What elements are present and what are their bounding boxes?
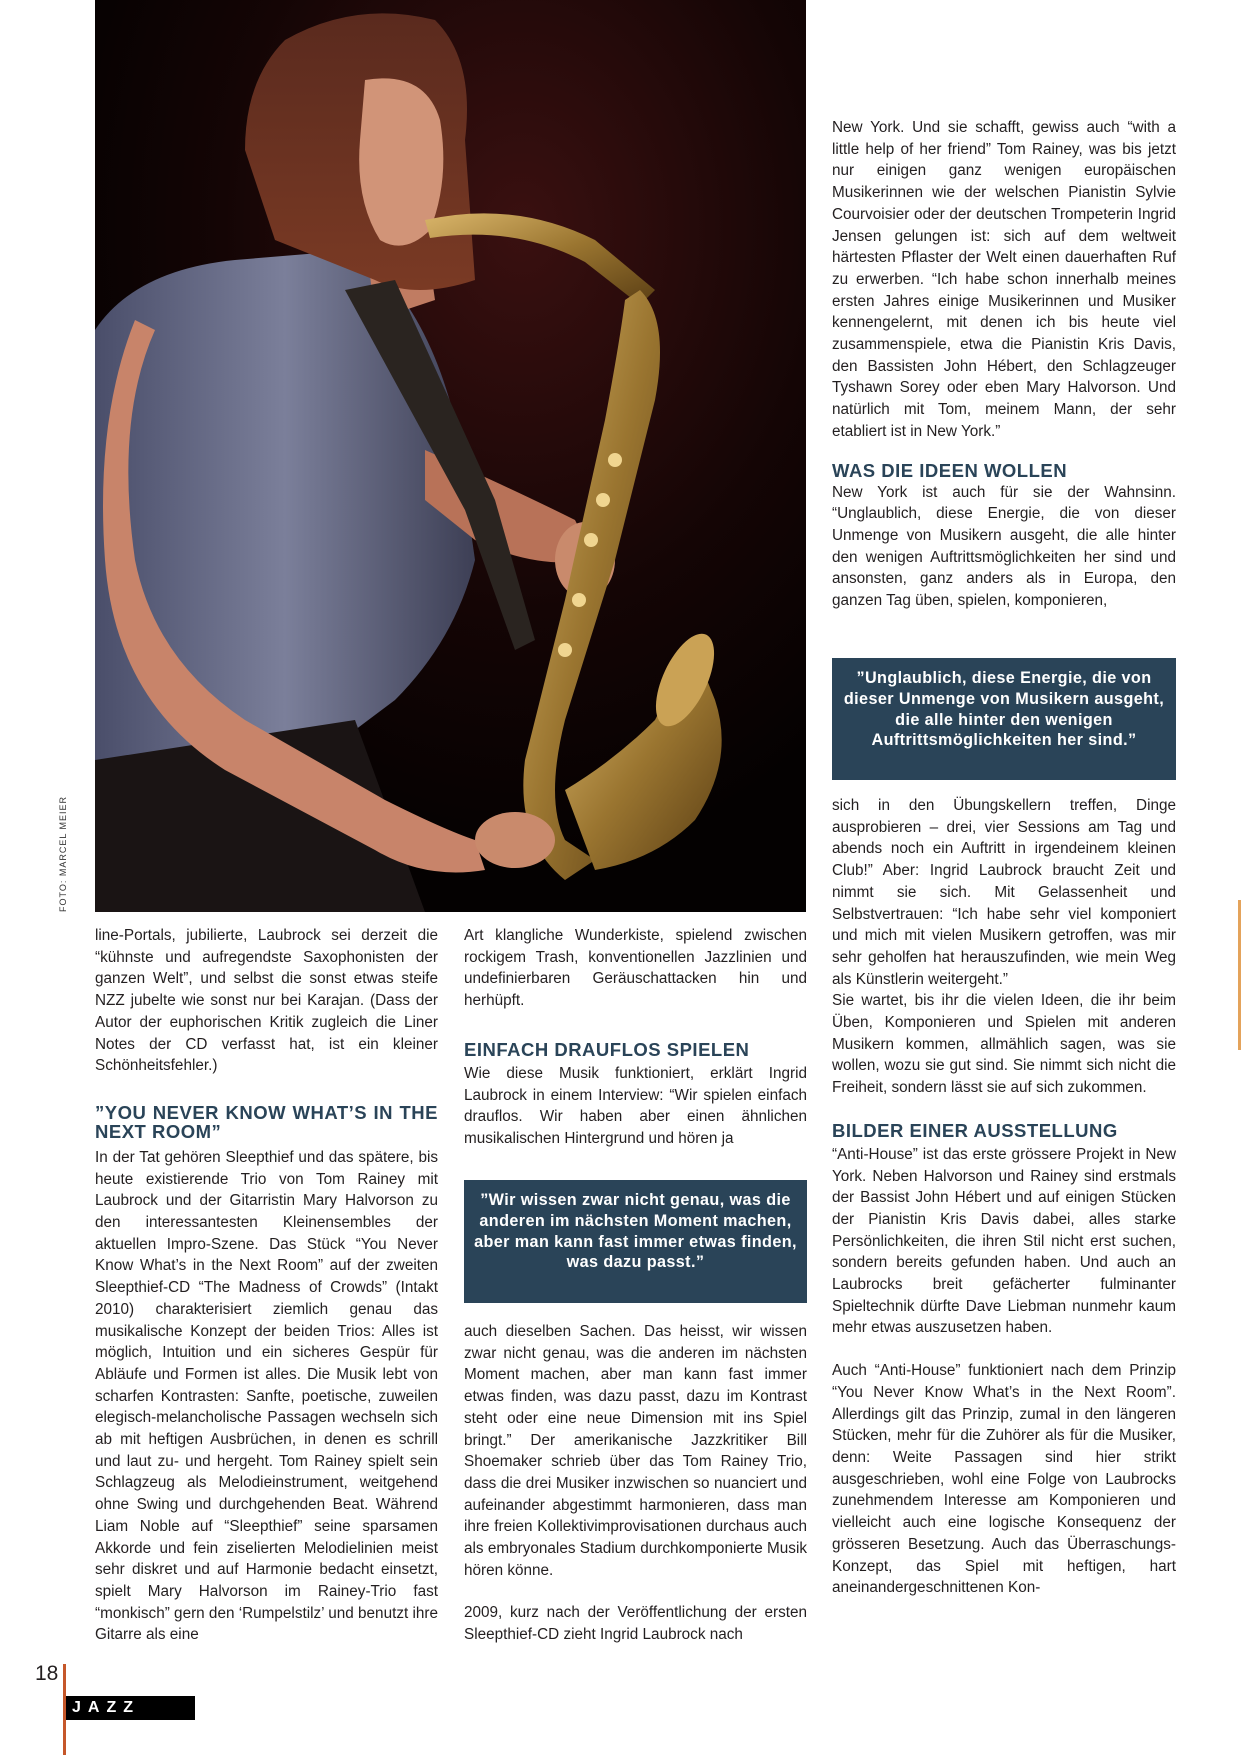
saxophonist-illustration [95, 0, 806, 912]
column-3-continued [832, 795, 1176, 1599]
body-paragraph: 2009, kurz nach der Veröffentlichung der ersten Sleepthief-CD zieht Ingrid Laubrock nach [464, 1604, 807, 1644]
body-paragraph: Auch “Anti-House” funktioniert nach dem Prinzip “You Never Know What’s in the Next Room”. Allerdings gilt das Prinzip, zumal in den längeren Stücken, mehr für die Zuhörer als für die Musiker, denn: Weite Passagen sind hier strikt ausgeschrieben, wohl eine Folge von Laubrocks zunehmendem Interesse am Komponieren und vielleicht auch eine logische Konsequenz der grösseren Besetzung. Auch das Überraschungs-Konzept, das Spiel mit heftigen, hart aneinandergeschnittenen Kon- [832, 1362, 1176, 1597]
body-paragraph: auch dieselben Sachen. Das heisst, wir wissen zwar nicht genau, was die anderen im nächsten Moment machen, aber man kann fast immer etwas finden, was dazu passt, dazu im Kontrast steht oder eine neue Dimension mit ins Spiel bringt.” Der amerikanische Jazzkritiker Bill Shoemaker schrieb über das Tom Rainey Trio, dass die drei Musiker inzwischen so nuanciert und aufeinander abgestimmt harmonieren, dass man ihre freien Kollektivimprovisationen durchaus auch als embryonales Stadium durchkomponierte Musik hören könne. [464, 1323, 807, 1579]
body-paragraph: New York. Und sie schafft, gewiss auch “with a little help of her friend” Tom Rainey, was bis jetzt nur einigen ganz wenigen europäischen Musikerinnen wie der welschen Pianistin Sylvie Courvoisier oder der deutschen Trompeterin Ingrid Jensen gelungen ist: sich auf dem weltweit härtesten Pflaster der Welt einen dauerhaften Ruf zu erwerben. “Ich habe schon innerhalb meines ersten Jahres einige Musikerinnen und Musiker kennengelernt, mit denen ich bis heute viel zusammenspiele, etwa die Pianistin Kris Davis, den Bassisten John Hébert, den Schlagzeuger Tyshawn Sorey oder eben Mary Halvorson. Und natürlich mit Tom, meinem Mann, der sehr etabliert ist in New York.” [832, 119, 1176, 440]
body-paragraph: “Anti-House” ist das erste grössere Projekt in New York. Neben Halvorson und Rainey sind erstmals der Bassist John Hébert und auf einigen Stücken der Pianistin Kris Davis dabei, alles starke Persönlichkeiten, die ihren Stil nicht erst suchen, sondern bereits gefunden haben. Und auch an Laubrocks breit gefächerter fulminanter Spieltechnik dürfte Dave Liebman nunmehr kaum mehr etwas auszusetzen haben. [832, 1145, 1176, 1337]
body-paragraph: Wie diese Musik funktioniert, erklärt Ingrid Laubrock in einem Interview: “Wir spielen einfach drauflos. Wir haben aber einen ähnlichen musikalischen Hintergrund und hören ja [464, 1064, 807, 1147]
column-2 [464, 925, 807, 1150]
body-paragraph: Sie wartet, bis ihr die vielen Ideen, die ihr beim Üben, Komponieren und Spielen mit anderen Musikern kommen, allmählich sagen, was sie wollen, wozu sie gut sind. Sie nimmt sich nicht die Freiheit, sondern lässt sie auf sich zukommen. [832, 992, 1176, 1097]
body-paragraph: In der Tat gehören Sleepthief und das spätere, bis heute existierende Trio von Tom Rainey mit Laubrock und der Gitarristin Mary Halvorson zu den interessantesten Kleinensembles der aktuellen Impro-Szene. Das Stück “You Never Know What’s in the Next Room” auf der zweiten Sleepthief-CD “The Madness of Crowds” (Intakt 2010) charakterisiert ziemlich genau das musikalische Konzept der beiden Trios: Alles ist möglich, Intuition und ein sicheres Gespür für Abläufe und Formen ist alles. Die Musik lebt von scharfen Kontrasten: Sanfte, poetische, zuweilen elegisch-melancholische Passagen wechseln sich ab mit heftigen Ausbrüchen, in denen es schrill und laut zu- und hergeht. Tom Rainey spielt sein Schlagzeug als Melodieinstrument, weitgehend ohne Swing und durchgehenden Beat. Während Liam Noble auf “Sleepthief” seine sparsamen Akkorde und fein ziselierten Melodielinien meist sehr diskret und auf Harmonie bedacht einsetzt, spielt Mary Halvorson im Rainey-Trio fast “monkisch” gern den ‘Rumpelstilz’ und benutzt ihre Gitarre als eine [95, 1148, 438, 1644]
section-heading: ”YOU NEVER KNOW WHAT’S IN THE NEXT ROOM” [95, 1101, 438, 1142]
body-paragraph: New York ist auch für sie der Wahnsinn. “Unglaublich, diese Energie, die von dieser Unmenge von Musikern ausgeht, die alle hinter den wenigen Auftrittsmöglichkeiten her sind und ansonsten, ganz anders als in Europa, den ganzen Tag üben, spielen, komponieren, [832, 483, 1176, 610]
section-heading: EINFACH DRAUFLOS SPIELEN [464, 1038, 750, 1060]
column-2-continued [464, 1321, 807, 1646]
body-paragraph: sich in den Übungskellern treffen, Dinge ausprobieren – drei, vier Sessions am Tag und abends noch ein Auftritt in irgendeinem kleinen Club!” Aber: Ingrid Laubrock braucht Zeit und nimmt sie sich. Mit Gelassenheit und Selbstvertrauen: “Ich habe sehr viel komponiert und mich mit vielen Musikern getroffen, was mir sehr geholfen hat herauszufinden, wie mein Weg als Künstlerin weitergeht.” [832, 797, 1176, 988]
column-1 [95, 925, 438, 1646]
page-number: 18 [35, 1662, 59, 1685]
section-heading: WAS DIE IDEEN WOLLEN [832, 459, 1068, 481]
body-paragraph: Art klangliche Wunderkiste, spielend zwischen rockigem Trash, konventionellen Jazzlinien und undefinierbaren Geräuschattacken hin und herhüpft. [464, 927, 807, 1010]
pull-quote: ”Wir wissen zwar nicht genau, was die anderen im nächsten Moment machen, aber man kann fast immer etwas finden, was dazu passt.” [464, 1180, 807, 1303]
pull-quote: ”Unglaublich, diese Energie, die von dieser Unmenge von Musikern ausgeht, die alle hinter den wenigen Auftrittsmöglichkeiten her sind.” [832, 658, 1176, 780]
section-heading: BILDER EINER AUSSTELLUNG [832, 1119, 1118, 1141]
column-3 [832, 117, 1176, 612]
body-paragraph: line-Portals, jubilierte, Laubrock sei derzeit die “kühnste und aufregendste Saxophonisten der ganzen Welt”, und selbst die sonst etwas steife NZZ jubelte wie sonst nur bei Karajan. (Dass der Autor der euphorischen Kritik zugleich die Liner Notes der CD verfasst hat, ist ein kleiner Schönheitsfehler.) [95, 927, 438, 1075]
photo-credit: FOTO: MARCEL MEIER [58, 795, 68, 912]
saxophonist-photo [95, 0, 806, 912]
magazine-name: JAZZ [66, 1696, 195, 1720]
